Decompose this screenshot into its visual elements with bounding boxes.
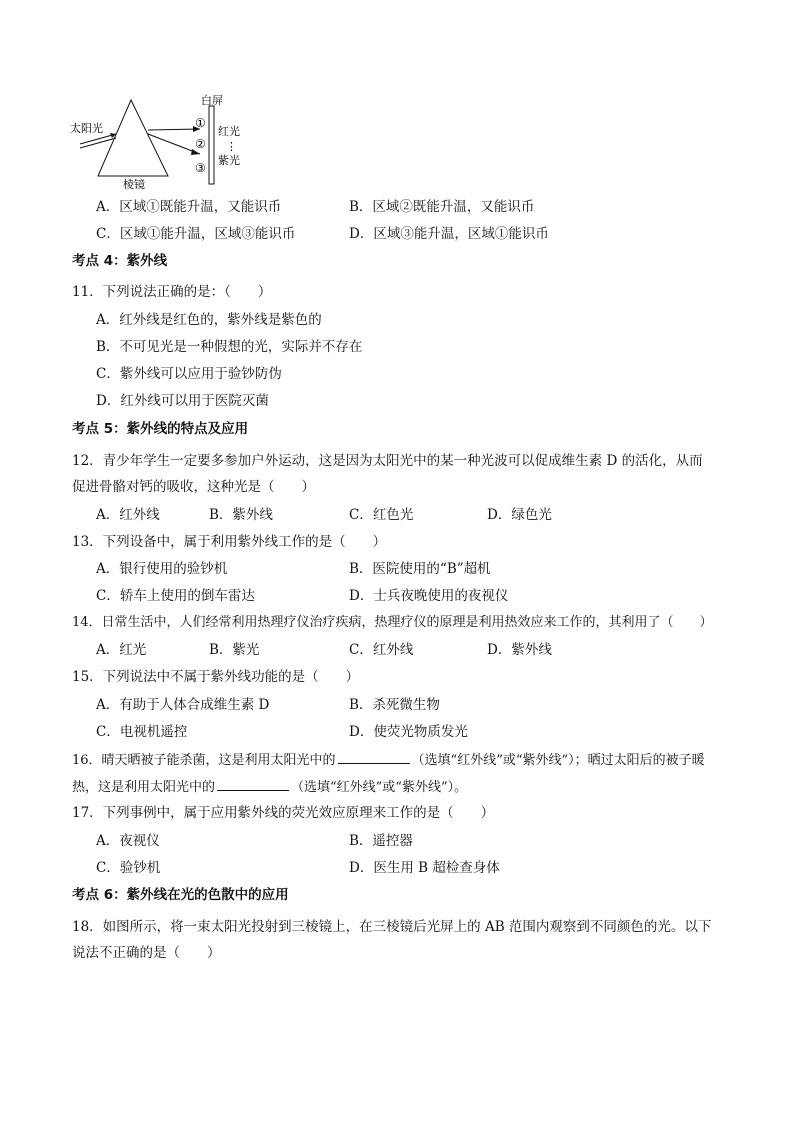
violet-light-label: 紫光 bbox=[218, 154, 240, 167]
q14-option-c: C．红外线 bbox=[349, 642, 414, 658]
q18-stem-line2: 说法不正确的是（ ） bbox=[72, 945, 221, 961]
q14-option-b: B．紫光 bbox=[209, 642, 260, 658]
q11-stem: 11．下列说法正确的是：（ ） bbox=[72, 284, 272, 300]
q14-stem: 14．日常生活中，人们经常利用热理疗仪治疗疾病，热理疗仪的原理是利用热效应来工作的，其利用了（ ） bbox=[72, 615, 713, 630]
screen-label: 白屏 bbox=[201, 94, 223, 107]
q16-text-part2: （选填“红外线”或“紫外线”）；晒过太阳后的被子暖 bbox=[411, 753, 705, 768]
prism-label: 棱镜 bbox=[123, 178, 145, 191]
q13-stem: 13．下列设备中，属于利用紫外线工作的是（ ） bbox=[72, 534, 387, 550]
q13-option-b: B．医院使用的“B”超机 bbox=[349, 561, 491, 577]
q12-stem-line1: 12．青少年学生一定要多参加户外运动，这是因为太阳光中的某一种光波可以促成维生素 D 的活化，从而 bbox=[72, 453, 703, 469]
q11-option-a: A．红外线是红色的，紫外线是紫色的 bbox=[96, 312, 322, 328]
white-screen bbox=[209, 106, 214, 184]
q11-option-c: C．紫外线可以应用于验钞防伪 bbox=[96, 366, 282, 382]
sunlight-label: 太阳光 bbox=[70, 122, 103, 135]
q17-option-b: B．遥控器 bbox=[349, 833, 413, 849]
q16-text-part4: （选填“红外线”或“紫外线”）。 bbox=[291, 780, 468, 795]
q16-answer-blank-1[interactable] bbox=[338, 749, 410, 764]
q12-option-b: B．紫外线 bbox=[209, 507, 273, 523]
q12-option-c: C．红色光 bbox=[349, 507, 414, 523]
refracted-ray-1 bbox=[148, 129, 200, 130]
q18-stem-line1: 18．如图所示，将一束太阳光投射到三棱镜上，在三棱镜后光屏上的 AB 范围内观察到不同颜色的光。以下 bbox=[72, 919, 712, 935]
q15-stem: 15．下列说法中不属于紫外线功能的是（ ） bbox=[72, 669, 360, 685]
section-4-heading: 考点 4：紫外线 bbox=[72, 253, 168, 269]
q13-option-a: A．银行使用的验钞机 bbox=[96, 561, 228, 577]
q11-option-b: B．不可见光是一种假想的光，实际并不存在 bbox=[96, 339, 363, 355]
q10-option-d: D．区域③能升温，区域①能识币 bbox=[349, 226, 549, 242]
section-6-heading: 考点 6：紫外线在光的色散中的应用 bbox=[72, 887, 289, 903]
section-5-heading: 考点 5：紫外线的特点及应用 bbox=[72, 421, 249, 437]
q13-option-d: D．士兵夜晚使用的夜视仪 bbox=[349, 588, 509, 604]
region-2-label: ② bbox=[195, 137, 206, 151]
q12-option-d: D．绿色光 bbox=[487, 507, 552, 523]
q17-option-c: C．验钞机 bbox=[96, 860, 161, 876]
q14-option-a: A．红光 bbox=[96, 642, 147, 658]
q15-option-a: A．有助于人体合成维生素 D bbox=[96, 697, 270, 713]
q12-option-a: A．红外线 bbox=[96, 507, 160, 523]
q15-option-c: C．电视机遥控 bbox=[96, 724, 188, 740]
red-light-label: 红光 bbox=[218, 125, 240, 138]
q12-stem-line2: 促进骨骼对钙的吸收，这种光是（ ） bbox=[72, 479, 315, 495]
q16-answer-blank-2[interactable] bbox=[217, 776, 289, 791]
q14-option-d: D．紫外线 bbox=[487, 642, 552, 658]
q11-option-d: D．红外线可以用于医院灭菌 bbox=[96, 393, 269, 409]
region-3-label: ③ bbox=[195, 161, 206, 175]
q16-text-part1: 16．晴天晒被子能杀菌，这是利用太阳光中的 bbox=[72, 753, 336, 768]
q10-option-c: C．区域①能升温，区域③能识币 bbox=[96, 226, 296, 242]
region-1-label: ① bbox=[195, 116, 206, 130]
q16-text-part3: 热，这是利用太阳光中的 bbox=[72, 780, 216, 795]
q15-option-b: B．杀死微生物 bbox=[349, 697, 440, 713]
q10-option-b: B．区域②既能升温，又能识币 bbox=[349, 199, 535, 215]
q15-option-d: D．使荧光物质发光 bbox=[349, 724, 468, 740]
q16-line1 bbox=[72, 749, 705, 771]
q13-option-c: C．轿车上使用的倒车雷达 bbox=[96, 588, 255, 604]
q10-option-a: A．区域①既能升温，又能识币 bbox=[96, 199, 282, 215]
prism-dispersion-figure bbox=[66, 92, 266, 192]
spectrum-dots: ⋮ bbox=[226, 140, 237, 153]
q17-option-d: D．医生用 B 超检查身体 bbox=[349, 860, 500, 876]
q17-option-a: A．夜视仪 bbox=[96, 833, 160, 849]
q17-stem: 17．下列事例中，属于应用紫外线的荧光效应原理来工作的是（ ） bbox=[72, 805, 495, 821]
q16-line2 bbox=[72, 776, 467, 798]
